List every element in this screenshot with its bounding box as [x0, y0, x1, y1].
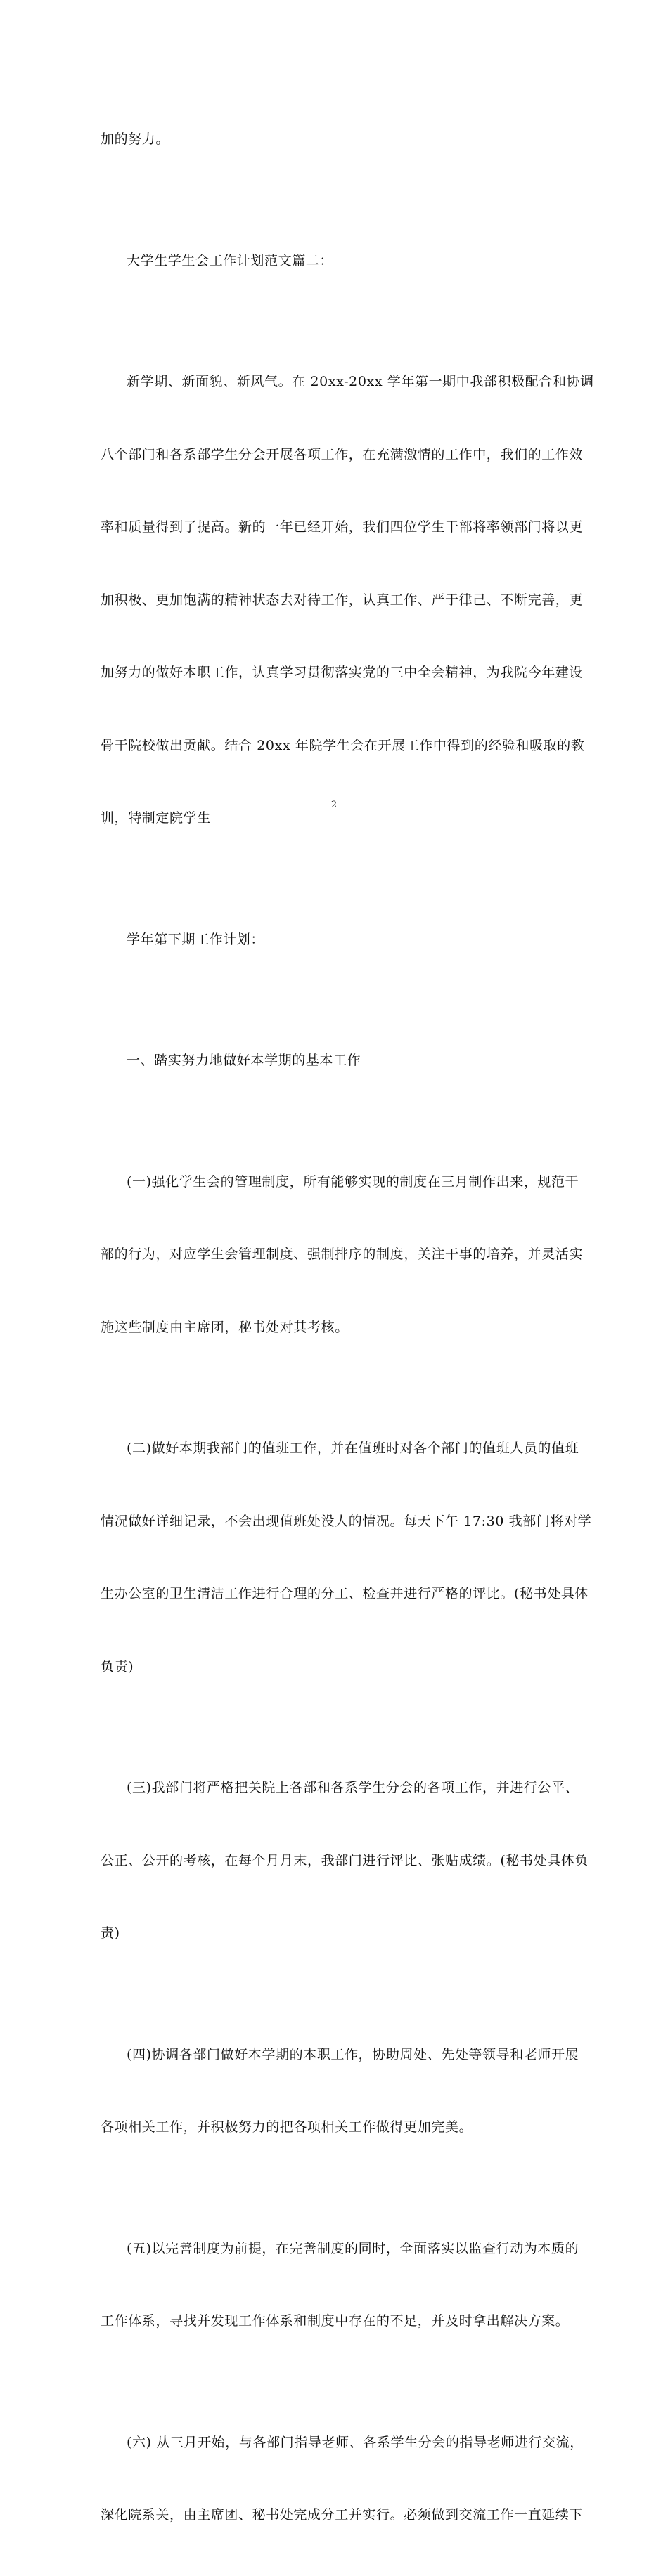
text-line: 责) — [101, 1925, 120, 1941]
text-line: 率和质量得到了提高。新的一年已经开始，我们四位学生干部将率领部门将以更 — [101, 519, 584, 535]
text-line: 各项相关工作，并积极努力的把各项相关工作做得更加完美。 — [101, 2119, 473, 2135]
text-line: 部的行为，对应学生会管理制度、强制排序的制度，关注干事的培养，并灵活实 — [101, 1247, 584, 1262]
paragraph-item-2 — [101, 1388, 592, 1727]
paragraph-item-5 — [101, 2188, 579, 2382]
text-line: 加积极、更加饱满的精神状态去对待工作，认真工作、严于律己、不断完善，更 — [101, 592, 584, 608]
text-line: (二)做好本期我部门的值班工作，并在值班时对各个部门的值班人员的值班 — [127, 1440, 579, 1456]
text-line: (六) 从三月开始，与各部门指导老师、各系学生分会的指导老师进行交流， — [127, 2434, 584, 2450]
text-line: 八个部门和各系部学生分会开展各项工作，在充满激情的工作中，我们的工作效 — [101, 446, 584, 462]
text-line: 公正、公开的考核，在每个月月末，我部门进行评比、张贴成绩。(秘书处具体负 — [101, 1852, 589, 1868]
text-line: 训，特制定院学生 — [101, 810, 211, 826]
text-line: 学年第下期工作计划： — [127, 931, 265, 947]
text-line: 施这些制度由主席团，秘书处对其考核。 — [101, 1319, 349, 1335]
section-heading — [101, 1000, 573, 1121]
paragraph-item-6 — [101, 2382, 584, 2576]
document-body — [101, 79, 594, 2576]
paragraph-intro — [101, 321, 594, 879]
paragraph-item-4 — [101, 1994, 579, 2188]
text-line: 情况做好详细记录，不会出现值班处没人的情况。每天下午 17:30 我部门将对学 — [101, 1513, 592, 1529]
text-line: 一、踏实努力地做好本学期的基本工作 — [127, 1053, 361, 1068]
text-line: 负责) — [101, 1658, 134, 1674]
paragraph-title — [101, 200, 573, 322]
text-line: 工作体系，寻找并发现工作体系和制度中存在的不足，并及时拿出解决方案。 — [101, 2313, 570, 2329]
text-line: 生办公室的卫生清洁工作进行合理的分工、检查并进行严格的评比。(秘书处具体 — [101, 1586, 589, 1601]
paragraph-closing — [101, 79, 573, 200]
page-number: 2 — [330, 800, 338, 810]
text-line: (五)以完善制度为前提，在完善制度的同时，全面落实以监查行动为本质的 — [127, 2240, 579, 2256]
text-line: 骨干院校做出贡献。结合 20xx 年院学生会在开展工作中得到的经验和吸取的教 — [101, 737, 585, 753]
text-line: 加的努力。 — [101, 131, 170, 147]
text-line: (一)强化学生会的管理制度，所有能够实现的制度在三月制作出来，规范干 — [127, 1173, 579, 1190]
text-line: (四)协调各部门做好本学期的本职工作，协助周处、先处等领导和老师开展 — [127, 2046, 579, 2062]
paragraph-item-3 — [101, 1727, 589, 1994]
text-line: 大学生学生会工作计划范文篇二： — [127, 252, 334, 268]
text-line: (三)我部门将严格把关院上各部和各系学生分会的各项工作，并进行公平、 — [127, 1780, 579, 1795]
text-line: 加努力的做好本职工作，认真学习贯彻落实党的三中全会精神，为我院今年建设 — [101, 665, 584, 680]
text-line: 深化院系关，由主席团、秘书处完成分工并实行。必须做到交流工作一直延续下 — [101, 2507, 584, 2523]
paragraph-item-1 — [101, 1121, 584, 1388]
paragraph-plan-title — [101, 879, 573, 1001]
text-line: 新学期、新面貌、新风气。在 20xx-20xx 学年第一期中我部积极配合和协调 — [127, 374, 594, 389]
